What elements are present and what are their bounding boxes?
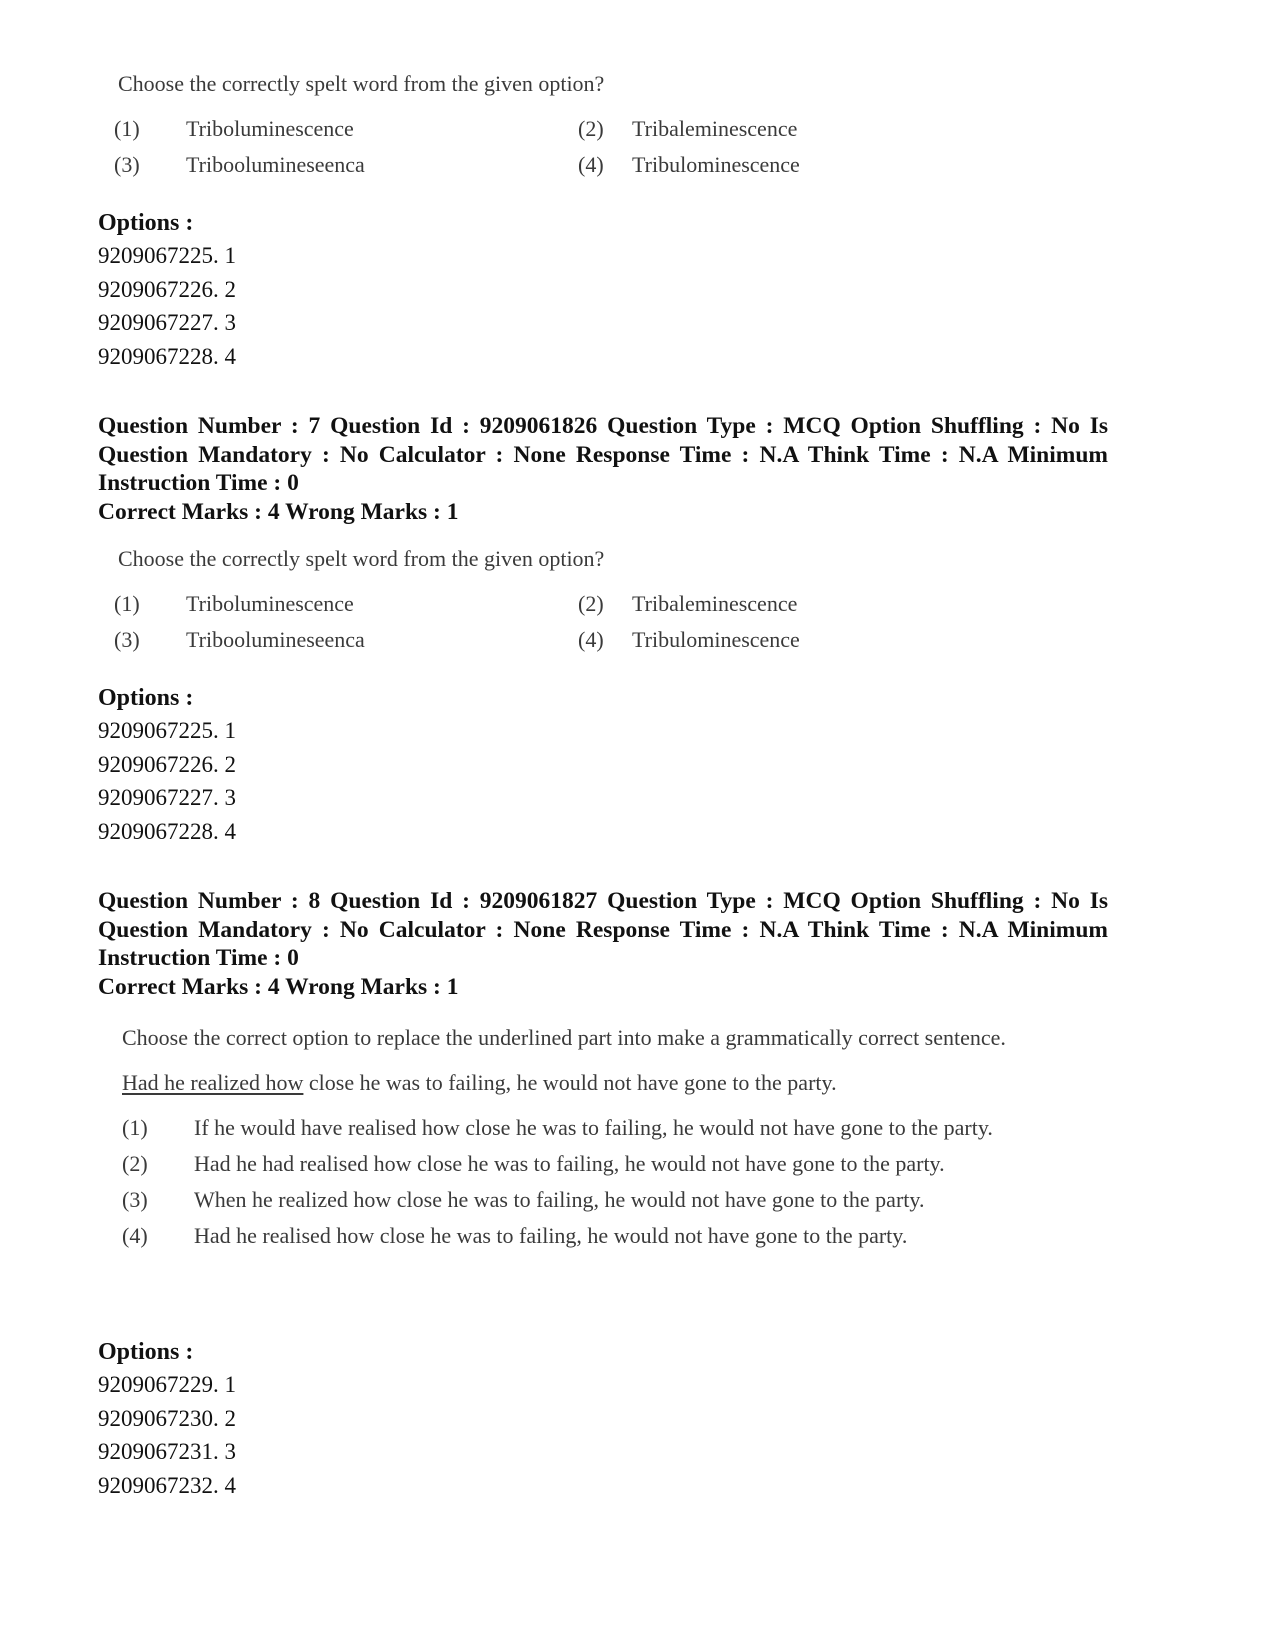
question-8-header: Question Number : 8 Question Id : 9209061827 Question Type : MCQ Option Shuffling : No Is Question Mandatory : No Calculator : None Response Time : N.A Think Time : N.A Minimum Instruction Time : 0 (98, 888, 1108, 971)
option-id: 9209067226. 2 (98, 276, 236, 302)
question-6-choices (114, 116, 918, 196)
question-7-marks: Correct Marks : 4 Wrong Marks : 1 (98, 499, 459, 525)
options-label: Options : (98, 685, 194, 711)
question-7-image (114, 545, 918, 671)
choice-2: (2) Tribaleminescence (578, 591, 798, 616)
question-7-header: Question Number : 7 Question Id : 9209061826 Question Type : MCQ Option Shuffling : No Is Question Mandatory : No Calculator : None Response Time : N.A Think Time : N.A Minimum Instruction Time : 0 (98, 413, 1108, 496)
choice-4: (4) Tribulominescence (578, 152, 800, 177)
options-label: Options : (98, 1339, 194, 1365)
option-id: 9209067227. 3 (98, 310, 236, 335)
question-6-stem: Choose the correctly spelt word from the given option? (118, 71, 605, 96)
option-id: 9209067228. 4 (98, 818, 236, 844)
question-6-options (98, 207, 236, 373)
choice-1: (1) If he would have realised how close he was to failing, he would not have gone to the party. (122, 1115, 993, 1140)
option-id: 9209067230. 2 (98, 1405, 236, 1431)
question-8-choices (122, 1114, 1124, 1249)
underlined-part: Had he realized how (122, 1070, 304, 1095)
question-7-choices (114, 591, 918, 671)
choice-3: (3) Triboolumineseenca (114, 152, 365, 177)
option-id: 9209067227. 3 (98, 785, 236, 810)
choice-2: (2) Tribaleminescence (578, 116, 798, 141)
choice-4: (4) Had he realised how close he was to failing, he would not have gone to the party. (122, 1223, 908, 1248)
option-id: 9209067228. 4 (98, 343, 236, 369)
question-8-marks: Correct Marks : 4 Wrong Marks : 1 (98, 974, 459, 1000)
question-8-sentence: Had he realized how close he was to failing, he would not have gone to the party. (122, 1070, 837, 1095)
question-7-stem: Choose the correctly spelt word from the given option? (118, 546, 605, 571)
choice-3: (3) When he realized how close he was to failing, he would not have gone to the party. (122, 1187, 925, 1212)
option-id: 9209067232. 4 (98, 1472, 236, 1498)
choice-1: (1) Triboluminescence (114, 591, 354, 616)
choice-3: (3) Triboolumineseenca (114, 627, 365, 652)
option-id: 9209067226. 2 (98, 751, 236, 777)
question-8-options (98, 1336, 236, 1502)
question-8-image (122, 1024, 1124, 1249)
question-8-stem: Choose the correct option to replace the underlined part into make a grammatically correct sentence. (122, 1025, 1006, 1050)
options-label: Options : (98, 210, 194, 236)
question-7-options (98, 682, 236, 848)
question-6-image (114, 70, 918, 196)
choice-2: (2) Had he had realised how close he was to failing, he would not have gone to the party. (122, 1151, 945, 1176)
option-id: 9209067229. 1 (98, 1372, 236, 1397)
choice-4: (4) Tribulominescence (578, 627, 800, 652)
choice-1: (1) Triboluminescence (114, 116, 354, 141)
option-id: 9209067225. 1 (98, 243, 236, 268)
option-id: 9209067231. 3 (98, 1439, 236, 1464)
option-id: 9209067225. 1 (98, 718, 236, 743)
